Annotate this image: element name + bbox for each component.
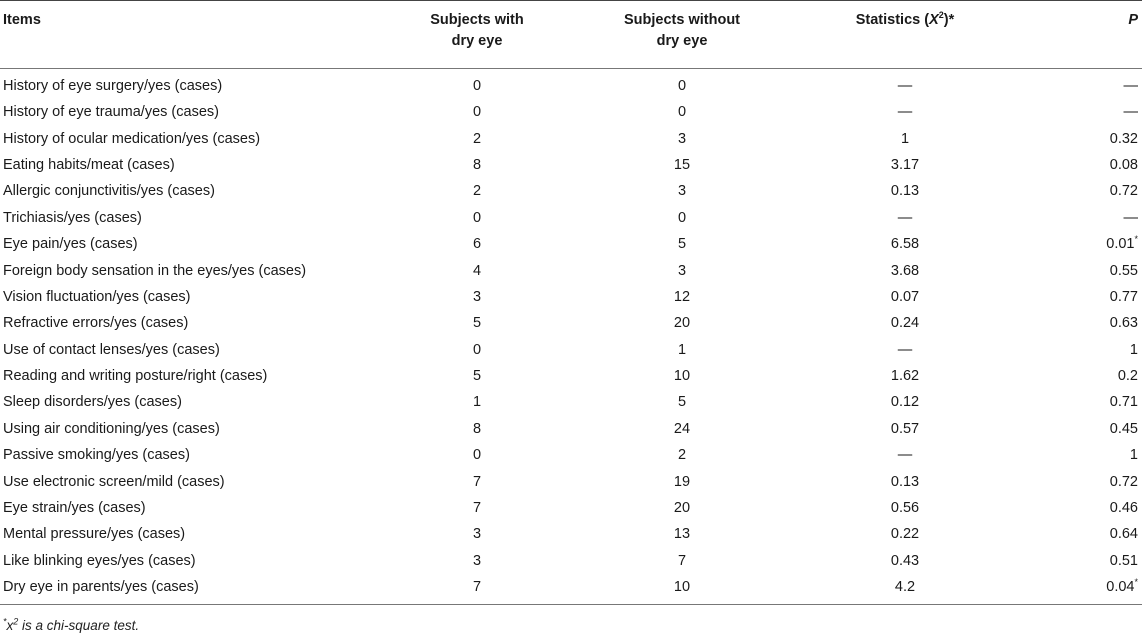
- header-statistics-var: X: [929, 12, 939, 28]
- cell-with-dry-eye-value: 2: [472, 130, 482, 147]
- table-row: [0, 337, 1142, 363]
- cell-statistics-value: —: [897, 209, 913, 226]
- cell-statistics-value: 0.22: [890, 526, 920, 543]
- table-header: [0, 1, 1142, 69]
- cell-with-dry-eye-value: 0: [472, 104, 482, 121]
- cell-with-dry-eye-value: 6: [472, 236, 482, 253]
- cell-p: [1028, 257, 1142, 283]
- cell-item: [0, 442, 372, 468]
- cell-p-value: 0.46: [1109, 500, 1138, 517]
- cell-without-dry-eye: [582, 337, 782, 363]
- cell-statistics-value: 1: [900, 130, 910, 147]
- cell-with-dry-eye: [372, 389, 582, 415]
- cell-item-value: Sleep disorders/yes (cases): [3, 394, 182, 411]
- cell-p: [1028, 231, 1142, 257]
- cell-p-value: 0.32: [1109, 130, 1138, 147]
- table-row: [0, 495, 1142, 521]
- cell-item: [0, 125, 372, 151]
- cell-without-dry-eye: [582, 152, 782, 178]
- header-without-dry-eye-line1: Subjects without: [624, 12, 740, 28]
- cell-statistics: [782, 521, 1028, 547]
- cell-without-dry-eye-value: 12: [673, 288, 691, 305]
- cell-statistics: [782, 468, 1028, 494]
- cell-statistics: [782, 231, 1028, 257]
- cell-with-dry-eye: [372, 521, 582, 547]
- cell-with-dry-eye-value: 7: [472, 500, 482, 517]
- cell-item-value: Mental pressure/yes (cases): [3, 526, 186, 543]
- cell-p: [1028, 363, 1142, 389]
- cell-without-dry-eye: [582, 416, 782, 442]
- cell-item: [0, 99, 372, 125]
- footnote-var: x: [6, 618, 14, 633]
- cell-statistics: [782, 178, 1028, 204]
- cell-p: [1028, 205, 1142, 231]
- cell-without-dry-eye: [582, 125, 782, 151]
- cell-item-value: Eye pain/yes (cases): [3, 236, 138, 253]
- cell-statistics-value: —: [897, 447, 913, 464]
- cell-statistics-value: 0.07: [890, 288, 920, 305]
- cell-without-dry-eye: [582, 548, 782, 574]
- cell-p: [1028, 548, 1142, 574]
- cell-without-dry-eye: [582, 178, 782, 204]
- cell-item: [0, 69, 372, 100]
- cell-without-dry-eye-value: 10: [673, 368, 691, 385]
- cell-statistics: [782, 548, 1028, 574]
- cell-item-value: Refractive errors/yes (cases): [3, 315, 189, 332]
- cell-without-dry-eye: [582, 69, 782, 100]
- header-p: P: [1028, 1, 1142, 69]
- cell-item: [0, 574, 372, 605]
- cell-item-value: Reading and writing posture/right (cases): [3, 368, 268, 385]
- cell-with-dry-eye-value: 2: [472, 183, 482, 200]
- cell-with-dry-eye-value: 5: [472, 368, 482, 385]
- cell-with-dry-eye: [372, 125, 582, 151]
- cell-statistics: [782, 310, 1028, 336]
- cell-p-value: 0.77: [1109, 288, 1138, 305]
- cell-item-value: Dry eye in parents/yes (cases): [3, 579, 199, 596]
- cell-item-value: Trichiasis/yes (cases): [3, 209, 142, 226]
- cell-without-dry-eye: [582, 363, 782, 389]
- cell-p: [1028, 337, 1142, 363]
- cell-statistics-value: 3.68: [890, 262, 920, 279]
- cell-statistics: [782, 416, 1028, 442]
- cell-item-value: Use of contact lenses/yes (cases): [3, 341, 220, 358]
- table-row: [0, 257, 1142, 283]
- cell-with-dry-eye: [372, 363, 582, 389]
- cell-statistics-value: 0.24: [890, 315, 920, 332]
- table-row: [0, 548, 1142, 574]
- cell-statistics: [782, 442, 1028, 468]
- cell-p: [1028, 99, 1142, 125]
- cell-without-dry-eye: [582, 521, 782, 547]
- cell-with-dry-eye-value: 3: [472, 526, 482, 543]
- cell-with-dry-eye-value: 3: [472, 552, 482, 569]
- significance-star: *: [1134, 577, 1138, 588]
- cell-item-value: Using air conditioning/yes (cases): [3, 420, 220, 437]
- cell-item-value: Passive smoking/yes (cases): [3, 447, 190, 464]
- cell-with-dry-eye-value: 7: [472, 473, 482, 490]
- footnote-sup: 2: [13, 616, 19, 627]
- cell-item: [0, 178, 372, 204]
- cell-with-dry-eye: [372, 69, 582, 100]
- cell-with-dry-eye: [372, 468, 582, 494]
- cell-statistics-value: —: [897, 341, 913, 358]
- cell-p-value: —: [1123, 78, 1138, 94]
- cell-item: [0, 495, 372, 521]
- cell-without-dry-eye-value: 2: [677, 447, 687, 464]
- cell-without-dry-eye-value: 0: [677, 104, 687, 121]
- cell-without-dry-eye: [582, 468, 782, 494]
- table-row: [0, 468, 1142, 494]
- cell-without-dry-eye: [582, 257, 782, 283]
- cell-without-dry-eye-value: 15: [673, 156, 691, 173]
- table-row: [0, 178, 1142, 204]
- cell-without-dry-eye-value: 20: [673, 315, 691, 332]
- cell-statistics-value: 0.13: [890, 473, 920, 490]
- cell-p-value: 0.64: [1109, 526, 1138, 543]
- cell-p: [1028, 468, 1142, 494]
- cell-statistics: [782, 99, 1028, 125]
- footnote-text: is a chi-square test.: [18, 618, 140, 633]
- cell-item-value: Allergic conjunctivitis/yes (cases): [3, 183, 215, 200]
- cell-p-value: 0.71: [1109, 394, 1138, 411]
- cell-with-dry-eye: [372, 310, 582, 336]
- cell-item-value: Vision fluctuation/yes (cases): [3, 288, 191, 305]
- table-row: [0, 389, 1142, 415]
- cell-statistics-value: 0.43: [890, 552, 920, 569]
- cell-statistics-value: 1.62: [890, 368, 920, 385]
- cell-p-value: 1: [1129, 447, 1138, 464]
- header-statistics: [782, 1, 1028, 69]
- cell-with-dry-eye: [372, 442, 582, 468]
- table-row: [0, 521, 1142, 547]
- cell-without-dry-eye-value: 24: [673, 420, 691, 437]
- table-row: [0, 69, 1142, 100]
- cell-p: [1028, 495, 1142, 521]
- cell-without-dry-eye-value: 0: [677, 78, 687, 94]
- cell-with-dry-eye: [372, 337, 582, 363]
- cell-item-value: History of ocular medication/yes (cases): [3, 130, 261, 147]
- cell-statistics: [782, 389, 1028, 415]
- cell-without-dry-eye-value: 3: [677, 183, 687, 200]
- table-row: [0, 574, 1142, 605]
- cell-p-value: 0.01: [1106, 236, 1135, 253]
- cell-p-value: 0.72: [1109, 473, 1138, 490]
- cell-p-value: 0.2: [1117, 368, 1138, 385]
- cell-statistics-value: 0.56: [890, 500, 920, 517]
- cell-with-dry-eye: [372, 257, 582, 283]
- cell-item: [0, 337, 372, 363]
- cell-item: [0, 416, 372, 442]
- cell-item: [0, 468, 372, 494]
- cell-p-value: —: [1123, 104, 1138, 121]
- cell-p-value: 0.55: [1109, 262, 1138, 279]
- cell-item: [0, 389, 372, 415]
- cell-item: [0, 548, 372, 574]
- cell-p-value: 0.45: [1109, 420, 1138, 437]
- header-row: [0, 1, 1142, 69]
- cell-without-dry-eye-value: 3: [677, 130, 687, 147]
- cell-with-dry-eye-value: 7: [472, 579, 482, 596]
- cell-p: [1028, 521, 1142, 547]
- cell-without-dry-eye-value: 5: [677, 394, 687, 411]
- cell-statistics: [782, 125, 1028, 151]
- table-row: [0, 231, 1142, 257]
- cell-statistics: [782, 495, 1028, 521]
- table-row: [0, 205, 1142, 231]
- cell-without-dry-eye-value: 19: [673, 473, 691, 490]
- cell-statistics-value: 6.58: [890, 236, 920, 253]
- cell-p: [1028, 310, 1142, 336]
- table-row: [0, 152, 1142, 178]
- table-row: [0, 416, 1142, 442]
- cell-item-value: Eating habits/meat (cases): [3, 156, 175, 173]
- cell-p: [1028, 152, 1142, 178]
- cell-p: [1028, 416, 1142, 442]
- cell-item: [0, 231, 372, 257]
- cell-without-dry-eye-value: 0: [677, 209, 687, 226]
- cell-item-value: History of eye trauma/yes (cases): [3, 104, 219, 121]
- cell-item-value: Foreign body sensation in the eyes/yes (cases): [3, 262, 307, 279]
- cell-p-value: 0.72: [1109, 183, 1138, 200]
- cell-without-dry-eye: [582, 205, 782, 231]
- cell-item: [0, 521, 372, 547]
- cell-p-value: 0.63: [1109, 315, 1138, 332]
- cell-p: [1028, 125, 1142, 151]
- cell-without-dry-eye-value: 20: [673, 500, 691, 517]
- header-items: Items: [0, 1, 372, 69]
- cell-statistics-value: 3.17: [890, 156, 920, 173]
- header-with-dry-eye-line2: dry eye: [451, 33, 503, 49]
- table-row: [0, 284, 1142, 310]
- cell-statistics: [782, 574, 1028, 605]
- cell-without-dry-eye-value: 1: [677, 341, 687, 358]
- cell-without-dry-eye: [582, 99, 782, 125]
- cell-with-dry-eye-value: 0: [472, 78, 482, 94]
- cell-item-value: Eye strain/yes (cases): [3, 500, 146, 517]
- cell-item: [0, 257, 372, 283]
- cell-with-dry-eye-value: 0: [472, 209, 482, 226]
- cell-p: [1028, 574, 1142, 605]
- cell-with-dry-eye-value: 3: [472, 288, 482, 305]
- cell-statistics: [782, 257, 1028, 283]
- cell-p-value: 1: [1129, 341, 1138, 358]
- cell-with-dry-eye: [372, 548, 582, 574]
- cell-with-dry-eye-value: 8: [472, 156, 482, 173]
- cell-statistics: [782, 152, 1028, 178]
- cell-without-dry-eye-value: 13: [673, 526, 691, 543]
- cell-statistics: [782, 205, 1028, 231]
- cell-with-dry-eye-value: 8: [472, 420, 482, 437]
- header-without-dry-eye: [582, 1, 782, 69]
- cell-without-dry-eye-value: 10: [673, 579, 691, 596]
- cell-without-dry-eye: [582, 495, 782, 521]
- cell-without-dry-eye: [582, 574, 782, 605]
- cell-statistics: [782, 284, 1028, 310]
- header-statistics-suffix: )*: [943, 12, 955, 28]
- table-row: [0, 363, 1142, 389]
- cell-p-value: 0.08: [1109, 156, 1138, 173]
- cell-with-dry-eye-value: 5: [472, 315, 482, 332]
- table-row: [0, 125, 1142, 151]
- cell-p: [1028, 442, 1142, 468]
- cell-statistics: [782, 363, 1028, 389]
- cell-without-dry-eye: [582, 284, 782, 310]
- header-statistics-sup: 2: [938, 10, 944, 21]
- cell-item: [0, 363, 372, 389]
- cell-statistics-value: —: [897, 104, 913, 121]
- cell-item-value: Use electronic screen/mild (cases): [3, 473, 225, 490]
- cell-without-dry-eye: [582, 310, 782, 336]
- cell-item: [0, 152, 372, 178]
- cell-without-dry-eye-value: 7: [677, 552, 687, 569]
- table-row: [0, 442, 1142, 468]
- cell-with-dry-eye-value: 4: [472, 262, 482, 279]
- cell-with-dry-eye: [372, 152, 582, 178]
- cell-without-dry-eye: [582, 231, 782, 257]
- cell-statistics-value: —: [897, 78, 913, 94]
- cell-statistics-value: 0.57: [890, 420, 920, 437]
- cell-without-dry-eye: [582, 442, 782, 468]
- cell-p-value: —: [1123, 209, 1138, 226]
- cell-with-dry-eye: [372, 284, 582, 310]
- cell-with-dry-eye: [372, 178, 582, 204]
- table-row: [0, 99, 1142, 125]
- footnote: [3, 618, 139, 633]
- footnote-star: *: [3, 616, 7, 627]
- cell-statistics-value: 0.13: [890, 183, 920, 200]
- cell-with-dry-eye: [372, 99, 582, 125]
- cell-item: [0, 284, 372, 310]
- cell-statistics-value: 0.12: [890, 394, 920, 411]
- cell-without-dry-eye-value: 3: [677, 262, 687, 279]
- cell-statistics: [782, 337, 1028, 363]
- cell-with-dry-eye-value: 0: [472, 447, 482, 464]
- table-row: [0, 310, 1142, 336]
- cell-item: [0, 205, 372, 231]
- cell-p-value: 0.04: [1106, 579, 1135, 596]
- cell-p: [1028, 284, 1142, 310]
- cell-with-dry-eye: [372, 495, 582, 521]
- cell-p: [1028, 69, 1142, 100]
- cell-with-dry-eye-value: 1: [472, 394, 482, 411]
- cell-without-dry-eye: [582, 389, 782, 415]
- cell-with-dry-eye-value: 0: [472, 341, 482, 358]
- table-body: [0, 69, 1142, 605]
- cell-item-value: History of eye surgery/yes (cases): [3, 78, 223, 94]
- header-with-dry-eye: [372, 1, 582, 69]
- cell-statistics-value: 4.2: [894, 579, 916, 596]
- cell-without-dry-eye-value: 5: [677, 236, 687, 253]
- header-statistics-prefix: Statistics (: [855, 12, 930, 28]
- cell-item-value: Like blinking eyes/yes (cases): [3, 552, 196, 569]
- cell-with-dry-eye: [372, 205, 582, 231]
- cell-statistics: [782, 69, 1028, 100]
- cell-with-dry-eye: [372, 574, 582, 605]
- cell-p: [1028, 389, 1142, 415]
- cell-with-dry-eye: [372, 231, 582, 257]
- header-without-dry-eye-line2: dry eye: [656, 33, 708, 49]
- significance-star: *: [1134, 234, 1138, 245]
- cell-p-value: 0.51: [1109, 552, 1138, 569]
- cell-p: [1028, 178, 1142, 204]
- header-with-dry-eye-line1: Subjects with: [430, 12, 524, 28]
- cell-item: [0, 310, 372, 336]
- cell-with-dry-eye: [372, 416, 582, 442]
